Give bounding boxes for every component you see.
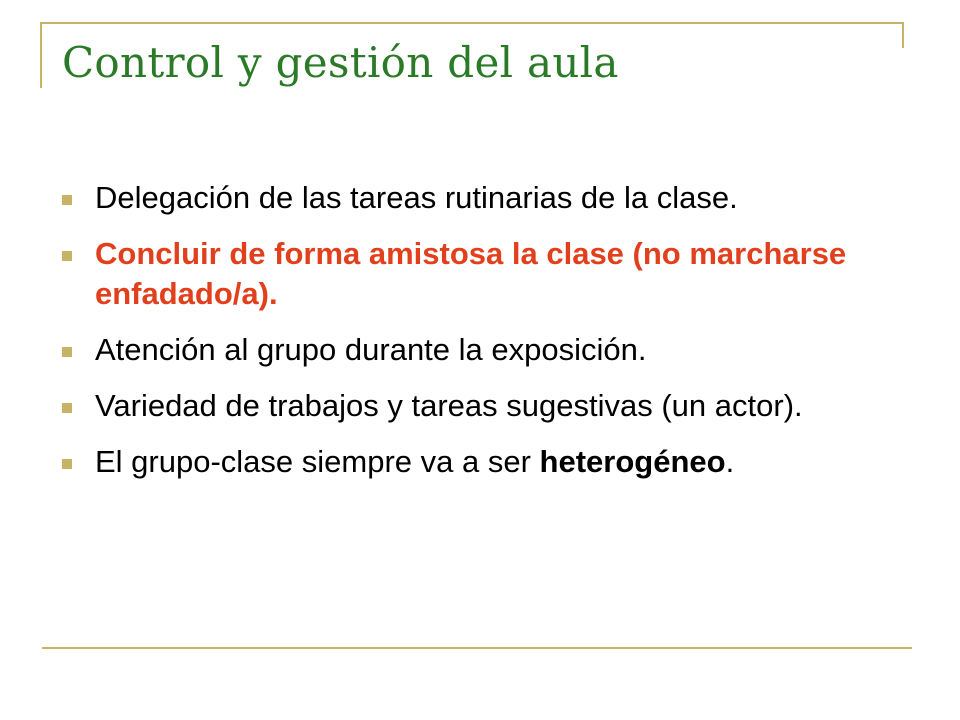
bullet-item: [58, 442, 918, 482]
bullet-text-before: El grupo-clase siempre va a ser: [95, 444, 540, 479]
square-bullet-icon: [62, 459, 72, 469]
bullet-item: [58, 234, 918, 314]
square-bullet-icon: [62, 195, 72, 205]
bullet-item: [58, 178, 918, 218]
bullet-item: [58, 386, 918, 426]
bullet-text: Variedad de trabajos y tareas sugestivas (un actor).: [95, 388, 803, 423]
bullet-text-highlight: Concluir de forma amistosa la clase (no marcharse enfadado/a).: [95, 236, 847, 311]
frame-right-line: [902, 22, 904, 48]
frame-left-line: [40, 22, 42, 88]
frame-bottom-line: [42, 647, 912, 649]
bullet-list: [58, 178, 918, 498]
frame-top-line: [40, 22, 904, 24]
bullet-text-after: .: [725, 444, 735, 479]
bullet-text: Atención al grupo durante la exposición.: [95, 332, 647, 367]
slide-title: Control y gestión del aula: [62, 38, 619, 87]
square-bullet-icon: [62, 347, 72, 357]
bullet-item: [58, 330, 918, 370]
bullet-text: Delegación de las tareas rutinarias de la clase.: [95, 180, 738, 215]
square-bullet-icon: [62, 403, 72, 413]
square-bullet-icon: [62, 251, 72, 261]
bullet-text-bold: heterogéneo: [539, 444, 726, 479]
